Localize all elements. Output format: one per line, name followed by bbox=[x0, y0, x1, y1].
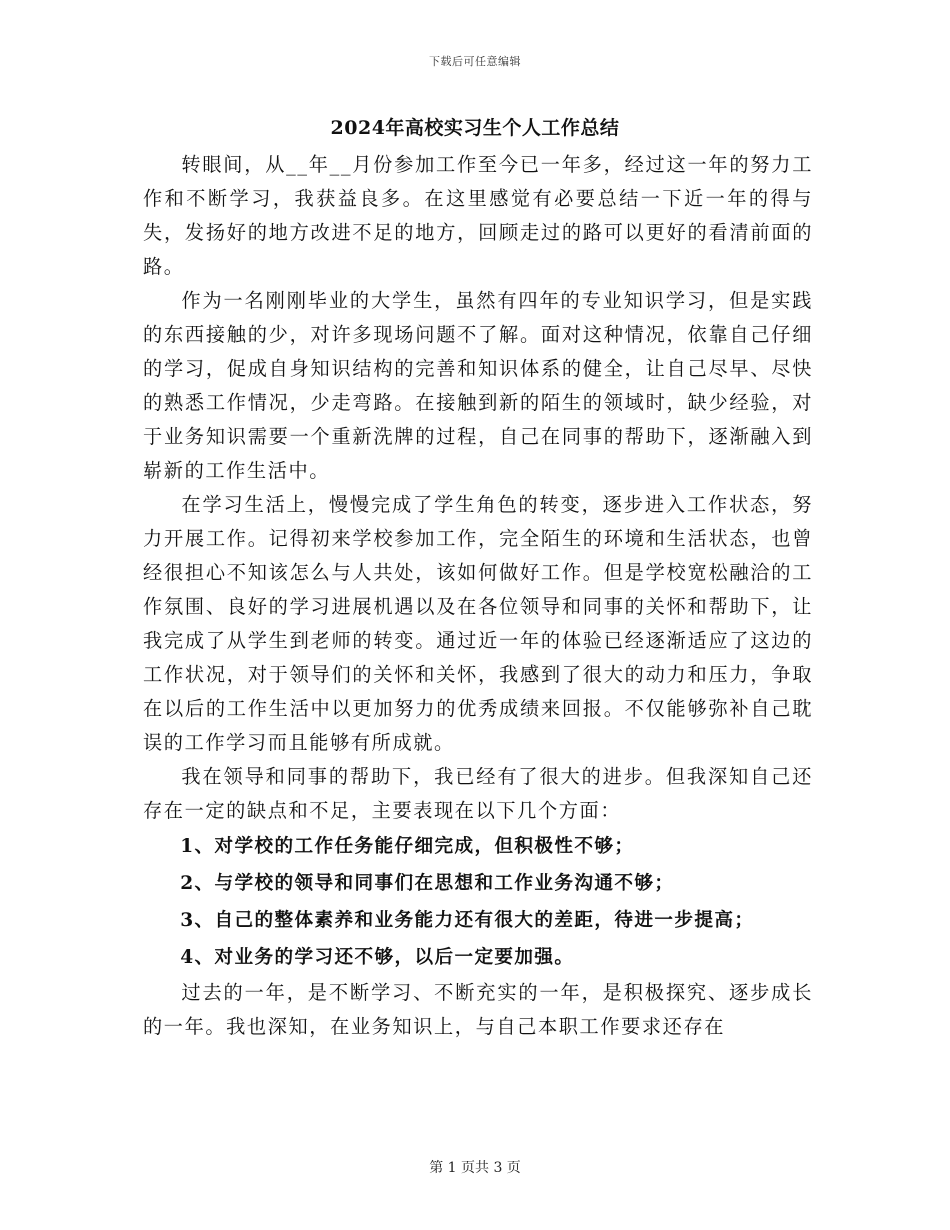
paragraph: 我在领导和同事的帮助下，我已经有了很大的进步。但我深知自己还存在一定的缺点和不足，主要表现在以下几个方面： bbox=[143, 765, 813, 822]
page-indicator: 第 1 页共 3 页 bbox=[429, 1160, 521, 1176]
document-title: 2024年高校实习生个人工作总结 bbox=[330, 117, 620, 139]
document-body bbox=[143, 148, 813, 1044]
shortcoming-item: 2、与学校的领导和同事们在思想和工作业务沟通不够； bbox=[180, 873, 675, 894]
paragraph: 在学习生活上，慢慢完成了学生角色的转变，逐步进入工作状态，努力开展工作。记得初来学校参加工作，完全陌生的环境和生活状态，也曾经很担心不知该怎么与人共处，该如何做好工作。但是学校宽松融洽的工作氛围、良好的学习进展机遇以及在各位领导和同事的关怀和帮助下，让我完成了从学生到老师的转变。通过近一年的体验已经逐渐适应了这边的工作状况，对于领导们的关怀和关怀，我感到了很大的动力和压力，争取在以后的工作生活中以更加努力的优秀成绩来回报。不仅能够弥补自己耽误的工作学习而且能够有所成就。 bbox=[143, 493, 813, 754]
download-note: 下载后可任意编辑 bbox=[429, 55, 521, 68]
paragraph: 作为一名刚刚毕业的大学生，虽然有四年的专业知识学习，但是实践的东西接触的少，对许多现场问题不了解。面对这种情况，依靠自己仔细的学习，促成自身知识结构的完善和知识体系的健全，让自己尽早、尽快的熟悉工作情况，少走弯路。在接触到新的陌生的领域时，缺少经验，对于业务知识需要一个重新洗牌的过程，自己在同事的帮助下，逐渐融入到崭新的工作生活中。 bbox=[143, 289, 813, 482]
paragraph: 过去的一年，是不断学习、不断充实的一年，是积极探究、逐步成长的一年。我也深知，在业务知识上，与自己本职工作要求还存在 bbox=[143, 981, 813, 1038]
shortcoming-item: 3、自己的整体素养和业务能力还有很大的差距，待进一步提高； bbox=[180, 910, 755, 931]
shortcoming-item: 1、对学校的工作任务能仔细完成，但积极性不够； bbox=[180, 836, 635, 857]
shortcoming-item: 4、对业务的学习还不够，以后一定要加强。 bbox=[180, 947, 575, 968]
paragraph: 转眼间，从__年__月份参加工作至今已一年多，经过这一年的努力工作和不断学习，我获益良多。在这里感觉有必要总结一下近一年的得与失，发扬好的地方改进不足的地方，回顾走过的路可以更好的看清前面的路。 bbox=[143, 153, 813, 278]
